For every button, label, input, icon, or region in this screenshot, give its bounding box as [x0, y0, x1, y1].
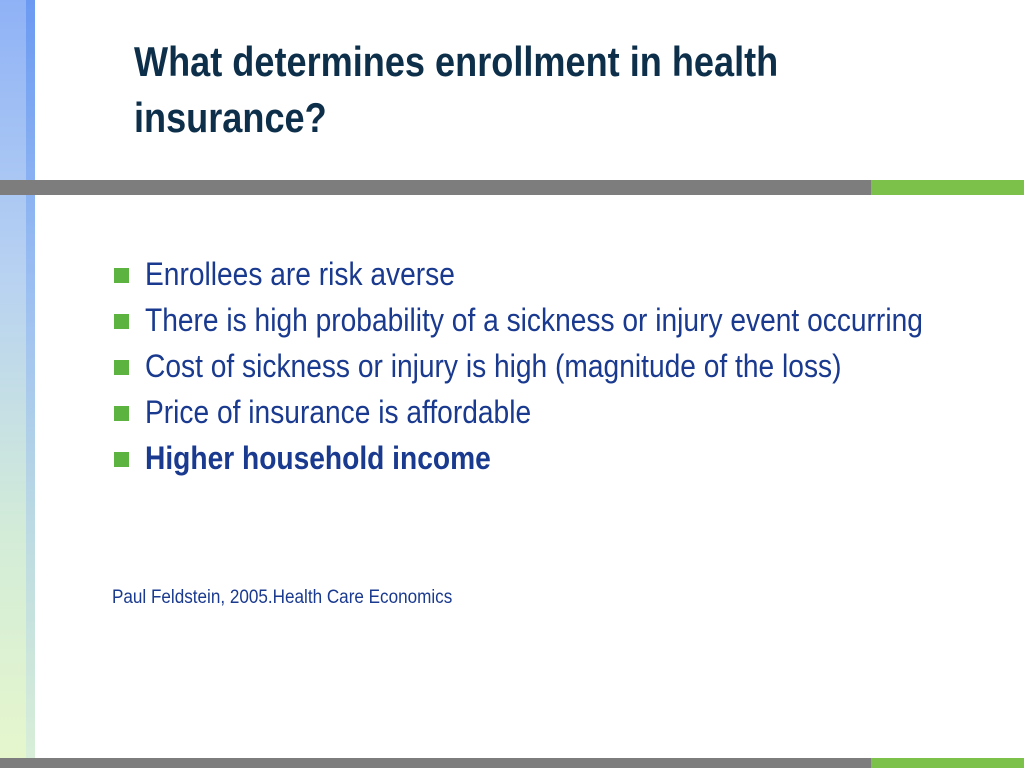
- bullet-text: Higher household income: [145, 440, 491, 476]
- bullet-item: [114, 394, 1014, 430]
- bullet-text: Enrollees are risk averse: [145, 256, 455, 292]
- title-divider-gray: [0, 180, 871, 195]
- bullet-item: [114, 302, 1014, 338]
- square-bullet-icon: [114, 268, 129, 283]
- title-divider-green: [871, 180, 1024, 195]
- bullet-item: [114, 348, 1014, 384]
- bottom-divider-green: [871, 758, 1024, 768]
- left-strip-edge: [26, 0, 35, 768]
- bullet-text: Price of insurance is affordable: [145, 394, 532, 430]
- slide-title: What determines enrollment in health insurance?: [134, 38, 779, 141]
- bullet-text: Cost of sickness or injury is high (magnitude of the loss): [145, 348, 842, 384]
- bullet-text: There is high probability of a sickness or injury event occurring: [145, 302, 923, 338]
- bullet-item: [114, 256, 1014, 292]
- bottom-divider-gray: [0, 758, 871, 768]
- square-bullet-icon: [114, 452, 129, 467]
- source-citation: Paul Feldstein, 2005.Health Care Economics: [112, 587, 453, 608]
- square-bullet-icon: [114, 360, 129, 375]
- square-bullet-icon: [114, 314, 129, 329]
- square-bullet-icon: [114, 406, 129, 421]
- bullet-list: [114, 256, 1014, 486]
- bullet-item-emphasized: [114, 440, 1014, 476]
